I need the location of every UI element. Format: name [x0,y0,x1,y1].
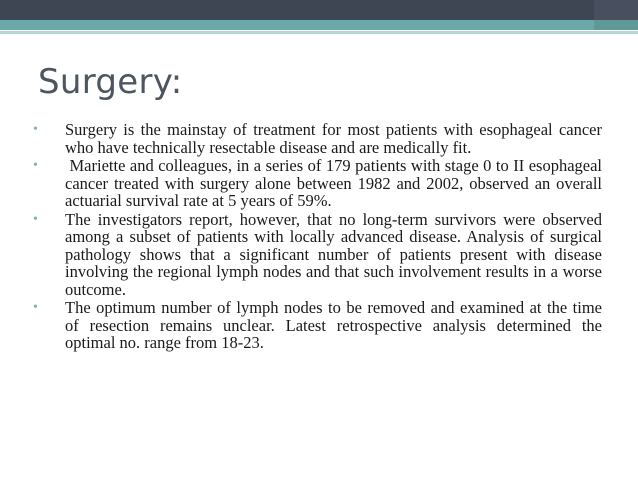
bullet-item-4 [28,299,602,352]
bullet-marker: • [33,122,38,137]
bullet-text: Mariette and colleagues, in a series of 179 patients with stage 0 to II esophageal cancer treated with surgery alone between 1982 and 2002, observed an overall actuarial survival rate at 5 years of 59%. [65,156,607,210]
bullet-text: The optimum number of lymph nodes to be removed and examined at the time of resection remains unclear. Latest retrospective analysis determined the optimal no. range from 18-23. [65,298,602,352]
header-accent-line [0,31,638,34]
slide-title: Surgery: [38,62,183,102]
bullet-marker: • [33,300,38,315]
header-teal-band [0,20,638,30]
bullet-marker: • [33,158,38,173]
bullet-text: Surgery is the mainstay of treatment for most patients with esophageal cancer who have technically resectable disease and are medically fit. [65,120,602,157]
header-dark-band [0,0,638,20]
header-dark-tab [594,0,638,20]
bullet-item-3 [28,211,602,299]
header-teal-tab [594,20,638,30]
bullet-text: The investigators report, however, that no long-term survivors were observed among a subset of patients with locally advanced disease. Analysis of surgical pathology shows that a significant number of patients present with disease involving the regional lymph nodes and that such involvement results in a worse outcome. [65,209,602,299]
bullet-marker: • [33,211,38,227]
bullet-list [28,120,607,353]
bullet-item-1 [28,121,602,156]
bullet-item-2 [28,156,607,210]
